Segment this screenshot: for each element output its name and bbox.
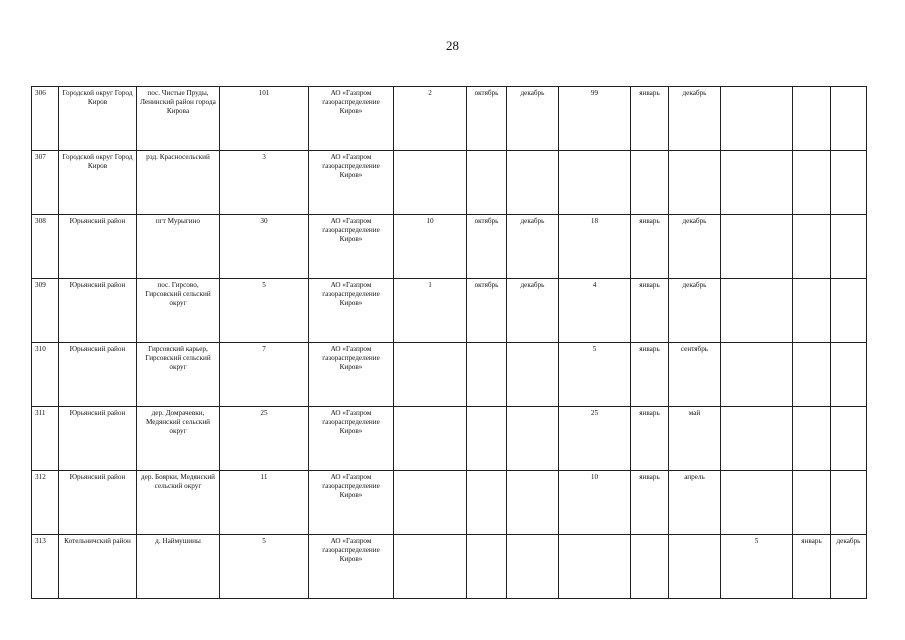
start-month-3-cell <box>793 343 831 407</box>
start-month-3-cell <box>793 279 831 343</box>
settlement-cell: д. Наймушины <box>137 535 220 599</box>
quantity-1-cell <box>394 151 467 215</box>
organization-cell: АО «Газпром газораспределение Киров» <box>309 215 394 279</box>
start-month-3-cell <box>793 215 831 279</box>
quantity-2-cell: 18 <box>559 215 631 279</box>
row-number-cell: 307 <box>32 151 59 215</box>
settlement-cell: дер. Боярки, Медянский сельский округ <box>137 471 220 535</box>
district-cell: Юрьянский район <box>59 215 137 279</box>
end-month-3-cell: декабрь <box>831 535 867 599</box>
end-month-1-cell: декабрь <box>507 279 559 343</box>
end-month-2-cell <box>669 535 721 599</box>
table-row <box>32 87 867 151</box>
data-table <box>31 86 867 599</box>
organization-cell: АО «Газпром газораспределение Киров» <box>309 279 394 343</box>
settlement-cell: пос. Чистые Пруды, Ленинский район города Кирова <box>137 87 220 151</box>
count-cell: 11 <box>220 471 309 535</box>
count-cell: 5 <box>220 535 309 599</box>
organization-cell: АО «Газпром газораспределение Киров» <box>309 407 394 471</box>
quantity-1-cell <box>394 471 467 535</box>
start-month-1-cell <box>467 151 507 215</box>
end-month-1-cell <box>507 535 559 599</box>
start-month-1-cell: октябрь <box>467 215 507 279</box>
district-cell: Городской округ Город Киров <box>59 87 137 151</box>
end-month-1-cell <box>507 407 559 471</box>
district-cell: Городской округ Город Киров <box>59 151 137 215</box>
end-month-3-cell <box>831 407 867 471</box>
table-row <box>32 343 867 407</box>
row-number-cell: 306 <box>32 87 59 151</box>
start-month-3-cell: январь <box>793 535 831 599</box>
start-month-1-cell: октябрь <box>467 279 507 343</box>
start-month-2-cell: январь <box>631 279 669 343</box>
organization-cell: АО «Газпром газораспределение Киров» <box>309 535 394 599</box>
quantity-3-cell <box>721 279 793 343</box>
end-month-1-cell <box>507 471 559 535</box>
quantity-1-cell: 2 <box>394 87 467 151</box>
quantity-1-cell: 1 <box>394 279 467 343</box>
end-month-2-cell <box>669 151 721 215</box>
start-month-1-cell: октябрь <box>467 87 507 151</box>
settlement-cell: пгт Мурыгино <box>137 215 220 279</box>
count-cell: 101 <box>220 87 309 151</box>
end-month-1-cell: декабрь <box>507 87 559 151</box>
settlement-cell: дер. Домрачевки, Медянский сельский округ <box>137 407 220 471</box>
start-month-1-cell <box>467 535 507 599</box>
district-cell: Котельничский район <box>59 535 137 599</box>
page-number: 28 <box>446 38 459 53</box>
settlement-cell: рзд. Красносельский <box>137 151 220 215</box>
organization-cell: АО «Газпром газораспределение Киров» <box>309 343 394 407</box>
quantity-3-cell <box>721 343 793 407</box>
table-row <box>32 535 867 599</box>
row-number-cell: 311 <box>32 407 59 471</box>
organization-cell: АО «Газпром газораспределение Киров» <box>309 471 394 535</box>
end-month-2-cell: май <box>669 407 721 471</box>
start-month-1-cell <box>467 471 507 535</box>
table-row <box>32 215 867 279</box>
row-number-cell: 310 <box>32 343 59 407</box>
quantity-3-cell: 5 <box>721 535 793 599</box>
start-month-2-cell: январь <box>631 407 669 471</box>
quantity-2-cell: 5 <box>559 343 631 407</box>
start-month-2-cell: январь <box>631 343 669 407</box>
row-number-cell: 313 <box>32 535 59 599</box>
end-month-3-cell <box>831 471 867 535</box>
quantity-1-cell <box>394 343 467 407</box>
start-month-1-cell <box>467 343 507 407</box>
start-month-2-cell: январь <box>631 215 669 279</box>
start-month-3-cell <box>793 471 831 535</box>
quantity-1-cell <box>394 535 467 599</box>
district-cell: Юрьянский район <box>59 407 137 471</box>
table-row <box>32 279 867 343</box>
quantity-3-cell <box>721 151 793 215</box>
quantity-2-cell: 99 <box>559 87 631 151</box>
quantity-1-cell <box>394 407 467 471</box>
start-month-3-cell <box>793 87 831 151</box>
end-month-2-cell: декабрь <box>669 215 721 279</box>
end-month-1-cell <box>507 151 559 215</box>
organization-cell: АО «Газпром газораспределение Киров» <box>309 87 394 151</box>
quantity-3-cell <box>721 215 793 279</box>
quantity-2-cell <box>559 151 631 215</box>
quantity-2-cell: 4 <box>559 279 631 343</box>
end-month-2-cell: декабрь <box>669 87 721 151</box>
start-month-3-cell <box>793 407 831 471</box>
table-row <box>32 151 867 215</box>
start-month-1-cell <box>467 407 507 471</box>
end-month-3-cell <box>831 279 867 343</box>
end-month-3-cell <box>831 87 867 151</box>
start-month-2-cell: январь <box>631 87 669 151</box>
start-month-2-cell <box>631 535 669 599</box>
start-month-2-cell: январь <box>631 471 669 535</box>
start-month-2-cell <box>631 151 669 215</box>
row-number-cell: 312 <box>32 471 59 535</box>
organization-cell: АО «Газпром газораспределение Киров» <box>309 151 394 215</box>
end-month-3-cell <box>831 151 867 215</box>
count-cell: 5 <box>220 279 309 343</box>
end-month-1-cell: декабрь <box>507 215 559 279</box>
count-cell: 3 <box>220 151 309 215</box>
end-month-3-cell <box>831 343 867 407</box>
quantity-2-cell: 10 <box>559 471 631 535</box>
end-month-3-cell <box>831 215 867 279</box>
quantity-3-cell <box>721 407 793 471</box>
end-month-2-cell: апрель <box>669 471 721 535</box>
quantity-1-cell: 10 <box>394 215 467 279</box>
settlement-cell: пос. Гирсово, Гирсовский сельский округ <box>137 279 220 343</box>
row-number-cell: 309 <box>32 279 59 343</box>
count-cell: 30 <box>220 215 309 279</box>
count-cell: 7 <box>220 343 309 407</box>
end-month-2-cell: декабрь <box>669 279 721 343</box>
district-cell: Юрьянский район <box>59 279 137 343</box>
settlement-cell: Гирсовский карьер, Гирсовский сельский округ <box>137 343 220 407</box>
quantity-3-cell <box>721 471 793 535</box>
start-month-3-cell <box>793 151 831 215</box>
table-row <box>32 471 867 535</box>
quantity-2-cell: 25 <box>559 407 631 471</box>
table-row <box>32 407 867 471</box>
table-body <box>32 87 867 599</box>
row-number-cell: 308 <box>32 215 59 279</box>
district-cell: Юрьянский район <box>59 343 137 407</box>
district-cell: Юрьянский район <box>59 471 137 535</box>
quantity-2-cell <box>559 535 631 599</box>
end-month-2-cell: сентябрь <box>669 343 721 407</box>
count-cell: 25 <box>220 407 309 471</box>
quantity-3-cell <box>721 87 793 151</box>
end-month-1-cell <box>507 343 559 407</box>
